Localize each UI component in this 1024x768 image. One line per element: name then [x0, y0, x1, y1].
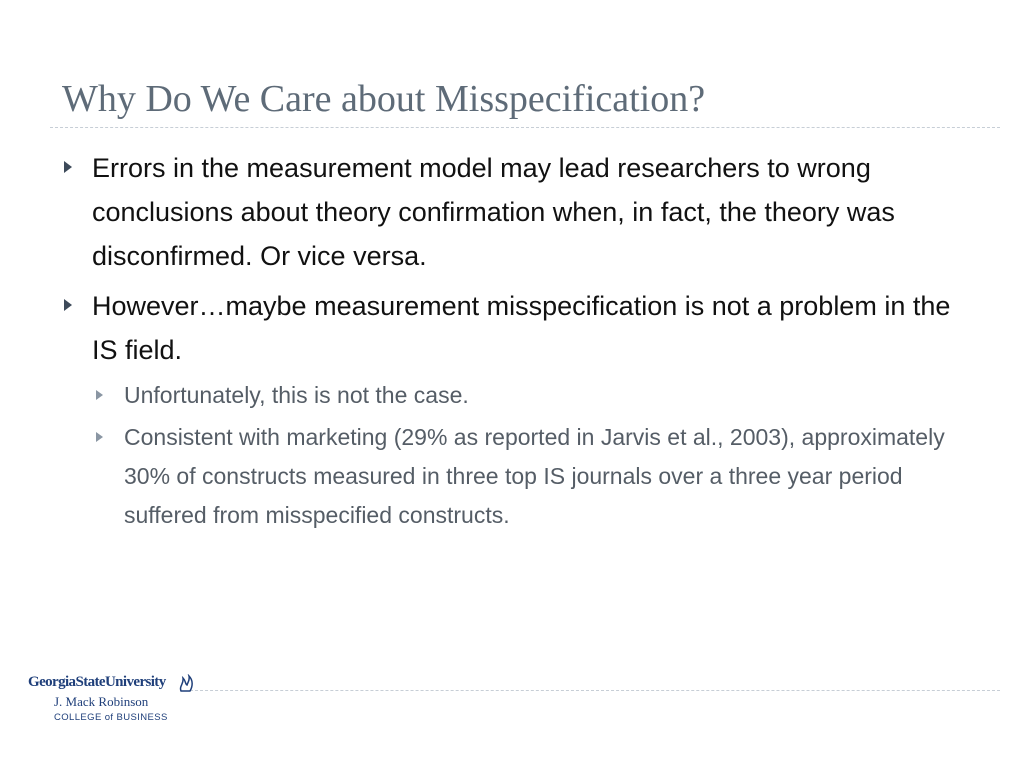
sub-bullet-text: Unfortunately, this is not the case. — [124, 382, 469, 408]
triangle-bullet-icon — [64, 161, 72, 173]
triangle-bullet-icon — [96, 390, 103, 400]
bullet-item — [60, 146, 970, 278]
bullet-item — [60, 284, 970, 535]
sub-bullet-item — [92, 418, 970, 535]
flame-icon — [178, 674, 194, 692]
sub-bullet-list — [92, 376, 970, 535]
university-logo — [28, 674, 198, 734]
sub-bullet-text: Consistent with marketing (29% as reported in Jarvis et al., 2003), approximately 30% of constructs measured in three top IS journals over a three year period suffered from misspecified constructs. — [124, 424, 945, 528]
logo-school-name: J. Mack Robinson — [54, 694, 149, 709]
footer-divider — [190, 690, 1000, 691]
bullet-text: However…maybe measurement misspecification is not a problem in the IS field. — [92, 291, 951, 365]
triangle-bullet-icon — [96, 432, 103, 442]
bullet-text: Errors in the measurement model may lead researchers to wrong conclusions about theory confirmation when, in fact, the theory was disconfirmed. Or vice versa. — [92, 153, 895, 271]
bullet-list — [60, 146, 970, 541]
triangle-bullet-icon — [64, 299, 72, 311]
slide-title: Why Do We Care about Misspecification? — [62, 78, 706, 120]
title-divider — [50, 127, 1000, 128]
sub-bullet-item — [92, 376, 970, 415]
logo-college-name: COLLEGE of BUSINESS — [54, 712, 168, 723]
logo-university-name: GeorgiaStateUniversity — [28, 674, 166, 690]
